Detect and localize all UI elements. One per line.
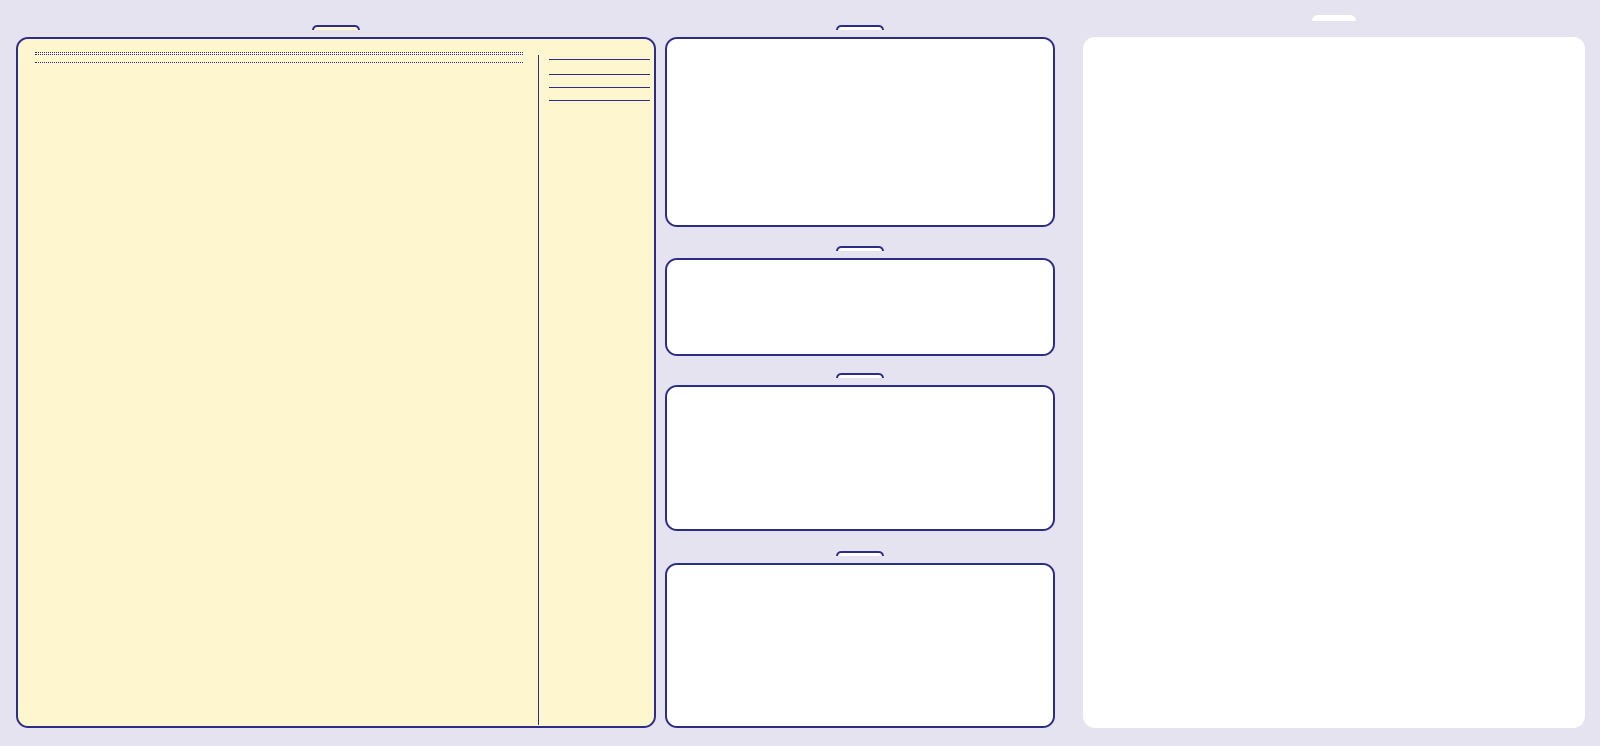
anthem-title-tab bbox=[836, 551, 884, 556]
offering-prayer-heading bbox=[545, 100, 650, 101]
word-of-life-panel bbox=[1083, 37, 1585, 728]
sunday-worship-panel bbox=[16, 37, 656, 728]
saturday-panel bbox=[665, 385, 1055, 531]
sunday-sidebar bbox=[538, 55, 650, 725]
wednesday-title-tab bbox=[836, 25, 884, 30]
sermon-item bbox=[32, 65, 526, 67]
rep-prayer-heading bbox=[545, 87, 650, 88]
word-title-tab bbox=[1312, 15, 1356, 21]
anthem-panel bbox=[665, 563, 1055, 728]
friday-panel bbox=[665, 258, 1055, 356]
anthem-item bbox=[32, 57, 526, 59]
presiders-heading bbox=[545, 74, 650, 75]
wednesday-panel bbox=[665, 37, 1055, 227]
sunday-title-tab bbox=[312, 25, 360, 30]
friday-title-tab bbox=[836, 246, 884, 251]
saturday-title-tab bbox=[836, 373, 884, 378]
today-word-heading bbox=[545, 59, 650, 60]
sunday-order bbox=[32, 55, 526, 73]
